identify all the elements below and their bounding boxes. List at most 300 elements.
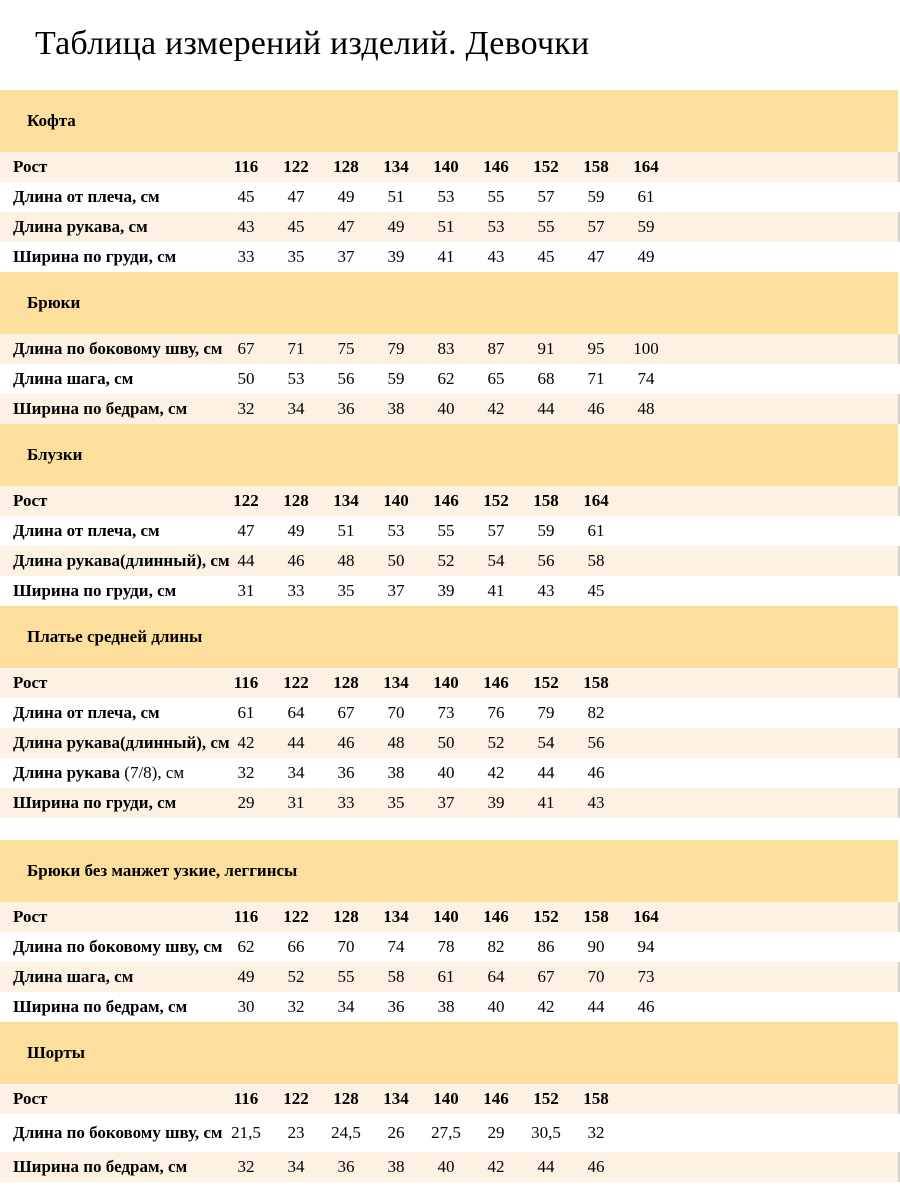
row-label	[0, 399, 221, 419]
value-cell: 152	[533, 1089, 559, 1108]
value-cell: 67	[337, 703, 355, 722]
value-cell: 46	[637, 997, 655, 1016]
row-label-main: Длина от плеча, см	[13, 703, 160, 722]
row-label-main: Длина от плеча, см	[13, 187, 160, 206]
table-row	[0, 394, 900, 424]
section-table	[0, 902, 900, 1022]
row-label	[0, 551, 230, 571]
value-cell: 59	[637, 217, 655, 236]
value-cell: 56	[587, 733, 605, 752]
value-cell: 44	[237, 551, 255, 570]
row-label	[0, 1123, 221, 1143]
value-cell: 58	[387, 967, 405, 986]
section-title: Кофта	[27, 111, 76, 130]
value-cell: 48	[387, 733, 405, 752]
value-cell: 66	[287, 937, 305, 956]
table-row	[0, 242, 900, 272]
value-cell: 55	[437, 521, 455, 540]
value-cell: 74	[387, 937, 405, 956]
row-label-main: Ширина по бедрам, см	[13, 997, 188, 1016]
section-title: Брюки без манжет узкие, леггинсы	[27, 861, 298, 880]
row-label	[0, 793, 221, 813]
value-cell: 71	[587, 369, 605, 388]
value-cell: 29	[237, 793, 255, 812]
row-label	[0, 703, 221, 723]
value-cell: 134	[383, 1089, 409, 1108]
value-cell: 26	[387, 1123, 405, 1142]
value-cell: 64	[487, 967, 505, 986]
value-cell: 34	[287, 399, 305, 418]
row-label	[0, 907, 221, 927]
table-row	[0, 728, 900, 758]
value-cell: 58	[587, 551, 605, 570]
row-label-main: Ширина по бедрам, см	[13, 399, 188, 418]
value-cell: 41	[437, 247, 455, 266]
value-cell: 146	[483, 907, 509, 926]
value-cell: 70	[587, 967, 605, 986]
value-cell: 36	[337, 763, 355, 782]
section-table	[0, 152, 900, 272]
section-header-band	[0, 90, 898, 152]
value-cell: 140	[433, 673, 459, 692]
section-table	[0, 668, 900, 818]
value-cell: 134	[383, 907, 409, 926]
value-cell: 128	[333, 907, 359, 926]
value-cell: 41	[537, 793, 555, 812]
value-cell: 128	[333, 1089, 359, 1108]
row-label	[0, 247, 221, 267]
value-cell: 50	[237, 369, 255, 388]
row-label-main: Ширина по груди, см	[13, 247, 177, 266]
row-values	[221, 937, 671, 957]
value-cell: 29	[487, 1123, 505, 1142]
value-cell: 128	[333, 673, 359, 692]
value-cell: 71	[287, 339, 305, 358]
table-row	[0, 788, 900, 818]
value-cell: 43	[537, 581, 555, 600]
value-cell: 146	[433, 491, 459, 510]
value-cell: 44	[587, 997, 605, 1016]
value-cell: 82	[487, 937, 505, 956]
value-cell: 134	[383, 157, 409, 176]
value-cell: 57	[537, 187, 555, 206]
table-row	[0, 334, 900, 364]
row-values	[221, 733, 621, 753]
value-cell: 49	[237, 967, 255, 986]
value-cell: 43	[487, 247, 505, 266]
value-cell: 95	[587, 339, 605, 358]
value-cell: 45	[237, 187, 255, 206]
row-label-main: Длина рукава	[13, 763, 121, 782]
value-cell: 61	[587, 521, 605, 540]
value-cell: 59	[537, 521, 555, 540]
section-title: Брюки	[27, 293, 81, 312]
value-cell: 51	[337, 521, 355, 540]
value-cell: 47	[337, 217, 355, 236]
value-cell: 42	[487, 763, 505, 782]
value-cell: 67	[537, 967, 555, 986]
table-row	[0, 182, 900, 212]
row-label	[0, 339, 221, 359]
value-cell: 62	[437, 369, 455, 388]
row-label-main: Длина рукава, см	[13, 217, 148, 236]
value-cell: 49	[637, 247, 655, 266]
section-table	[0, 1084, 900, 1182]
value-cell: 116	[233, 673, 259, 692]
value-cell: 23	[287, 1123, 305, 1142]
value-cell: 65	[487, 369, 505, 388]
row-values	[221, 1123, 621, 1143]
row-label	[0, 157, 221, 177]
row-label-main: Длина по боковому шву, см	[13, 937, 223, 956]
value-cell: 38	[437, 997, 455, 1016]
value-cell: 134	[383, 673, 409, 692]
value-cell: 140	[433, 157, 459, 176]
value-cell: 55	[487, 187, 505, 206]
row-label-main: Длина рукава(длинный), см	[13, 551, 230, 570]
section-header-band	[0, 1022, 898, 1084]
value-cell: 122	[283, 157, 309, 176]
value-cell: 116	[233, 157, 259, 176]
row-label-main: Рост	[13, 673, 48, 692]
product-section	[0, 840, 900, 1022]
value-cell: 164	[583, 491, 609, 510]
value-cell: 56	[337, 369, 355, 388]
value-cell: 152	[533, 673, 559, 692]
value-cell: 83	[437, 339, 455, 358]
value-cell: 39	[437, 581, 455, 600]
row-label-main: Ширина по бедрам, см	[13, 1157, 188, 1176]
row-label-main: Длина рукава(длинный), см	[13, 733, 230, 752]
value-cell: 61	[637, 187, 655, 206]
value-cell: 158	[583, 907, 609, 926]
table-row	[0, 1084, 900, 1114]
value-cell: 90	[587, 937, 605, 956]
value-cell: 164	[633, 907, 659, 926]
row-values	[221, 763, 621, 783]
value-cell: 56	[537, 551, 555, 570]
row-label	[0, 217, 221, 237]
section-title: Шорты	[27, 1043, 86, 1062]
value-cell: 116	[233, 907, 259, 926]
value-cell: 45	[287, 217, 305, 236]
row-values	[221, 793, 621, 813]
value-cell: 37	[337, 247, 355, 266]
value-cell: 122	[233, 491, 259, 510]
row-values	[221, 339, 671, 359]
table-row	[0, 758, 900, 788]
row-values	[221, 187, 671, 207]
row-label	[0, 369, 221, 389]
value-cell: 59	[587, 187, 605, 206]
section-title: Платье средней длины	[27, 627, 203, 646]
row-label	[0, 521, 221, 541]
row-label	[0, 967, 221, 987]
value-cell: 34	[337, 997, 355, 1016]
value-cell: 32	[237, 399, 255, 418]
value-cell: 73	[637, 967, 655, 986]
value-cell: 27,5	[431, 1123, 461, 1142]
row-values	[221, 369, 671, 389]
row-label	[0, 187, 221, 207]
row-label-main: Длина от плеча, см	[13, 521, 160, 540]
row-label	[0, 763, 221, 783]
value-cell: 36	[337, 1157, 355, 1176]
value-cell: 32	[237, 763, 255, 782]
value-cell: 40	[437, 1157, 455, 1176]
row-label-main: Ширина по груди, см	[13, 581, 177, 600]
value-cell: 21,5	[231, 1123, 261, 1142]
value-cell: 52	[437, 551, 455, 570]
row-label-main: Рост	[13, 491, 48, 510]
value-cell: 30	[237, 997, 255, 1016]
row-values	[221, 997, 671, 1017]
row-label-main: Рост	[13, 907, 48, 926]
value-cell: 48	[637, 399, 655, 418]
table-row	[0, 1114, 900, 1152]
size-tables	[0, 90, 900, 1182]
value-cell: 61	[437, 967, 455, 986]
value-cell: 36	[337, 399, 355, 418]
value-cell: 87	[487, 339, 505, 358]
table-row	[0, 932, 900, 962]
value-cell: 52	[487, 733, 505, 752]
value-cell: 46	[287, 551, 305, 570]
row-values	[221, 703, 621, 723]
row-label-main: Рост	[13, 157, 48, 176]
value-cell: 45	[537, 247, 555, 266]
value-cell: 67	[237, 339, 255, 358]
value-cell: 32	[587, 1123, 605, 1142]
table-row	[0, 902, 900, 932]
product-section	[0, 272, 900, 424]
value-cell: 75	[337, 339, 355, 358]
value-cell: 86	[537, 937, 555, 956]
value-cell: 32	[287, 997, 305, 1016]
table-row	[0, 698, 900, 728]
value-cell: 39	[487, 793, 505, 812]
value-cell: 51	[437, 217, 455, 236]
row-values	[221, 581, 621, 601]
value-cell: 59	[387, 369, 405, 388]
value-cell: 122	[283, 1089, 309, 1108]
value-cell: 38	[387, 1157, 405, 1176]
value-cell: 158	[583, 1089, 609, 1108]
value-cell: 91	[537, 339, 555, 358]
product-section	[0, 424, 900, 606]
value-cell: 44	[537, 1157, 555, 1176]
value-cell: 42	[237, 733, 255, 752]
value-cell: 140	[433, 1089, 459, 1108]
value-cell: 32	[237, 1157, 255, 1176]
table-row	[0, 992, 900, 1022]
row-values	[221, 157, 671, 177]
section-header-band	[0, 840, 898, 902]
value-cell: 46	[587, 763, 605, 782]
value-cell: 78	[437, 937, 455, 956]
product-section	[0, 90, 900, 272]
table-row	[0, 546, 900, 576]
value-cell: 53	[387, 521, 405, 540]
value-cell: 128	[333, 157, 359, 176]
row-label-main: Длина шага, см	[13, 967, 134, 986]
value-cell: 70	[387, 703, 405, 722]
row-label	[0, 673, 221, 693]
value-cell: 57	[587, 217, 605, 236]
section-header-band	[0, 606, 898, 668]
row-label-main: Рост	[13, 1089, 48, 1108]
row-values	[221, 1157, 621, 1177]
value-cell: 116	[233, 1089, 259, 1108]
value-cell: 57	[487, 521, 505, 540]
value-cell: 53	[437, 187, 455, 206]
table-row	[0, 1152, 900, 1182]
value-cell: 44	[287, 733, 305, 752]
value-cell: 122	[283, 673, 309, 692]
value-cell: 158	[533, 491, 559, 510]
row-values	[221, 521, 621, 541]
value-cell: 134	[333, 491, 359, 510]
value-cell: 34	[287, 763, 305, 782]
value-cell: 62	[237, 937, 255, 956]
value-cell: 34	[287, 1157, 305, 1176]
row-values	[221, 551, 621, 571]
value-cell: 140	[433, 907, 459, 926]
value-cell: 158	[583, 673, 609, 692]
value-cell: 47	[237, 521, 255, 540]
section-header-band	[0, 424, 898, 486]
product-section	[0, 1022, 900, 1182]
value-cell: 43	[587, 793, 605, 812]
table-row	[0, 668, 900, 698]
value-cell: 53	[487, 217, 505, 236]
value-cell: 38	[387, 763, 405, 782]
value-cell: 35	[337, 581, 355, 600]
value-cell: 37	[437, 793, 455, 812]
row-values	[221, 673, 621, 693]
value-cell: 46	[587, 399, 605, 418]
table-row	[0, 576, 900, 606]
value-cell: 33	[287, 581, 305, 600]
row-label-main: Длина по боковому шву, см	[13, 339, 223, 358]
row-values	[221, 217, 671, 237]
table-row	[0, 486, 900, 516]
value-cell: 44	[537, 399, 555, 418]
value-cell: 46	[337, 733, 355, 752]
value-cell: 49	[387, 217, 405, 236]
value-cell: 52	[287, 967, 305, 986]
value-cell: 53	[287, 369, 305, 388]
value-cell: 43	[237, 217, 255, 236]
value-cell: 61	[237, 703, 255, 722]
row-values	[221, 247, 671, 267]
value-cell: 146	[483, 1089, 509, 1108]
value-cell: 68	[537, 369, 555, 388]
value-cell: 79	[537, 703, 555, 722]
row-label	[0, 491, 221, 511]
value-cell: 42	[537, 997, 555, 1016]
row-label	[0, 937, 221, 957]
row-values	[221, 491, 621, 511]
value-cell: 76	[487, 703, 505, 722]
row-label-main: Ширина по груди, см	[13, 793, 177, 812]
row-values	[221, 907, 671, 927]
value-cell: 39	[387, 247, 405, 266]
value-cell: 42	[487, 1157, 505, 1176]
value-cell: 128	[283, 491, 309, 510]
value-cell: 49	[287, 521, 305, 540]
row-label-main: Длина шага, см	[13, 369, 134, 388]
value-cell: 70	[337, 937, 355, 956]
value-cell: 164	[633, 157, 659, 176]
row-values	[221, 967, 671, 987]
value-cell: 41	[487, 581, 505, 600]
value-cell: 73	[437, 703, 455, 722]
table-row	[0, 364, 900, 394]
page-title: Таблица измерений изделий. Девочки	[35, 25, 590, 62]
value-cell: 152	[533, 907, 559, 926]
value-cell: 40	[437, 763, 455, 782]
value-cell: 45	[587, 581, 605, 600]
value-cell: 37	[387, 581, 405, 600]
value-cell: 33	[237, 247, 255, 266]
value-cell: 33	[337, 793, 355, 812]
value-cell: 100	[633, 339, 659, 358]
product-section	[0, 606, 900, 818]
value-cell: 30,5	[531, 1123, 561, 1142]
value-cell: 54	[537, 733, 555, 752]
table-row	[0, 152, 900, 182]
value-cell: 74	[637, 369, 655, 388]
section-title: Блузки	[27, 445, 83, 464]
value-cell: 47	[287, 187, 305, 206]
value-cell: 54	[487, 551, 505, 570]
table-row	[0, 516, 900, 546]
value-cell: 36	[387, 997, 405, 1016]
row-values	[221, 399, 671, 419]
value-cell: 24,5	[331, 1123, 361, 1142]
value-cell: 158	[583, 157, 609, 176]
table-row	[0, 962, 900, 992]
value-cell: 35	[387, 793, 405, 812]
section-table	[0, 334, 900, 424]
row-label	[0, 1157, 221, 1177]
value-cell: 79	[387, 339, 405, 358]
section-header-band	[0, 272, 898, 334]
value-cell: 55	[337, 967, 355, 986]
value-cell: 50	[387, 551, 405, 570]
row-label	[0, 1089, 221, 1109]
value-cell: 140	[383, 491, 409, 510]
value-cell: 146	[483, 157, 509, 176]
value-cell: 40	[487, 997, 505, 1016]
value-cell: 50	[437, 733, 455, 752]
value-cell: 44	[537, 763, 555, 782]
value-cell: 47	[587, 247, 605, 266]
value-cell: 48	[337, 551, 355, 570]
value-cell: 49	[337, 187, 355, 206]
row-label	[0, 733, 230, 753]
value-cell: 46	[587, 1157, 605, 1176]
value-cell: 94	[637, 937, 655, 956]
row-values	[221, 1089, 621, 1109]
value-cell: 31	[287, 793, 305, 812]
value-cell: 40	[437, 399, 455, 418]
value-cell: 122	[283, 907, 309, 926]
section-table	[0, 486, 900, 606]
row-label	[0, 997, 221, 1017]
value-cell: 38	[387, 399, 405, 418]
